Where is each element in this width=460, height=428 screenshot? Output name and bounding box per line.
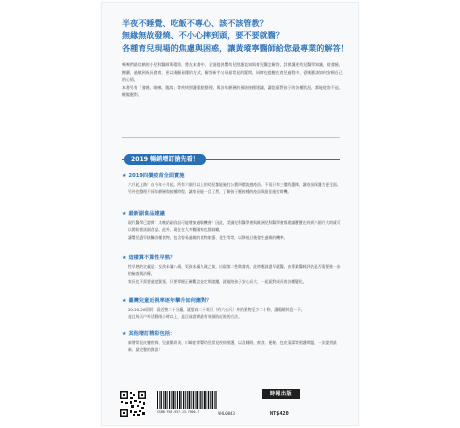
section-vaccine	[122, 172, 342, 196]
section-title-text: 這樣算不算性早熟？	[128, 255, 176, 261]
section-body	[122, 306, 342, 321]
section-paragraph: 新增常見皮膚疾病、兒童腸胃炎、川崎症等嬰幼兒常見疾病照護，以及睡眠、飲食、便秘、包皮清潔等照護問題，一次提供最新、最完整的資訊！	[128, 340, 337, 353]
barcode-icon	[157, 391, 217, 409]
headline-group	[122, 17, 349, 54]
section-paragraph: 家長也不需要過度緊張，只要掌握正確觀念並定期追蹤，就能陪孩子安心長大、一起面對成長的各種變化。	[128, 278, 307, 284]
section-paragraph: 讓嬰兒盡早接觸各種食物，包含容易過敏的食物如蛋、花生等等，以降低日後發生過敏的機率。	[128, 234, 288, 240]
section-paragraph: 並且每天戶外活動兩小時以上，是目前證實最有效預防近視的方法。	[128, 314, 242, 320]
section-body	[122, 181, 342, 196]
section-title-text: 其他增訂精彩包括：	[128, 331, 176, 337]
headline-1: 半夜不睡覺、吃飯不專心、該不該管教？	[122, 18, 268, 28]
divider	[122, 137, 340, 138]
section-title	[122, 330, 342, 339]
publisher-area	[218, 389, 332, 423]
section-paragraph: 另外也整理不同年齡層與接種時程，讓家長能一目了然，了解孩子應接種的疫苗與最佳施打時機。	[128, 189, 292, 195]
section-other	[122, 330, 342, 354]
section-paragraph: 性早熟的定義是：女孩未滿八歲、男孩未滿九歲之前，出現第二性徵發育。此時應該盡早就醫，由專業醫師評估是否需要進一步的檢查與治療。	[128, 264, 341, 277]
headline-2: 無緣無故發燒、不小心摔到頭，要不要就醫？	[122, 30, 284, 41]
star-icon: ★	[122, 298, 127, 304]
headline-3: 各種育兒現場的焦慮與困惑，讓黃瑽寧醫師給您最專業的解答！	[122, 42, 349, 53]
intro-paragraph-1: 嗎嗎們最信賴的小兒科醫師黃瑽寧，將在本書中，全面提供嬰幼兒照護直知與育兒觀念解答，詳實講述幼兒醫學知識，從發燒、餵藥、過敏到成長發育，更以淺顯易懂的方式，解答新手父母最常見的疑問，同時也提醒在育兒過程中，爸媽應該如何安頓自己的心情。	[122, 62, 343, 83]
qr-code	[120, 391, 150, 417]
item-code: VHL0043	[218, 411, 235, 416]
section-body	[122, 339, 342, 354]
intro-paragraph-2: 本書另有「發燒、咳嗽、腹瀉」等疾病照護重點整理，與各年齡層的預防接種建議，讓您面對孩子的各種狀況，都能從容不迫、輕鬆應對。	[122, 84, 343, 98]
isbn-barcode	[157, 391, 217, 421]
star-icon: ★	[122, 173, 127, 179]
banner-label: 2019 暢銷增訂搶先看！	[124, 154, 206, 165]
publisher-logo: 時報出版	[262, 389, 300, 399]
section-title	[122, 210, 342, 219]
book-price: NT$420	[270, 411, 289, 417]
intro-text	[122, 61, 343, 99]
star-icon: ★	[122, 255, 127, 261]
section-title-text: 臺灣兒童近視率逐年攀升如何應對？	[128, 298, 212, 304]
section-title	[122, 297, 342, 306]
section-body	[122, 219, 342, 241]
section-title	[122, 254, 342, 263]
section-myopia	[122, 297, 342, 321]
section-paragraph: 20-20-20原則：看近物二十分鐘，就望向二十英尺（約六公尺）外的景物至少二十秒，讓眼睛休息一下。	[128, 307, 305, 312]
section-title	[122, 172, 342, 181]
section-title-text: 2019四價疫苗全面實施	[128, 173, 185, 179]
qr-code-icon	[120, 391, 146, 417]
star-icon: ★	[122, 331, 127, 337]
section-paragraph: 現代醫學已證實：太晚給副食品可能增加過敏機會！因此，美國兒科醫學會與歐洲兒科醫學會都建議寶寶在四到六個月大時就可以開始嘗試副食品，此外，現在在大多數國家也都鼓勵，	[128, 220, 341, 233]
section-body	[122, 263, 342, 285]
section-title-text: 最新副食品建議	[128, 211, 165, 217]
book-back-cover	[101, 2, 359, 426]
section-puberty	[122, 254, 342, 285]
isbn-number: ISBN 978-957-13-7900-7	[157, 410, 200, 414]
star-icon: ★	[122, 211, 127, 217]
section-solid-food	[122, 210, 342, 241]
update-banner	[122, 154, 340, 165]
section-paragraph: 六月起上路！自今年十月起，所有六個月以上的幼兒都能施打公費四價流感疫苗，不再只有三價的選擇，讓疫苗保護力更全面。	[128, 182, 341, 187]
